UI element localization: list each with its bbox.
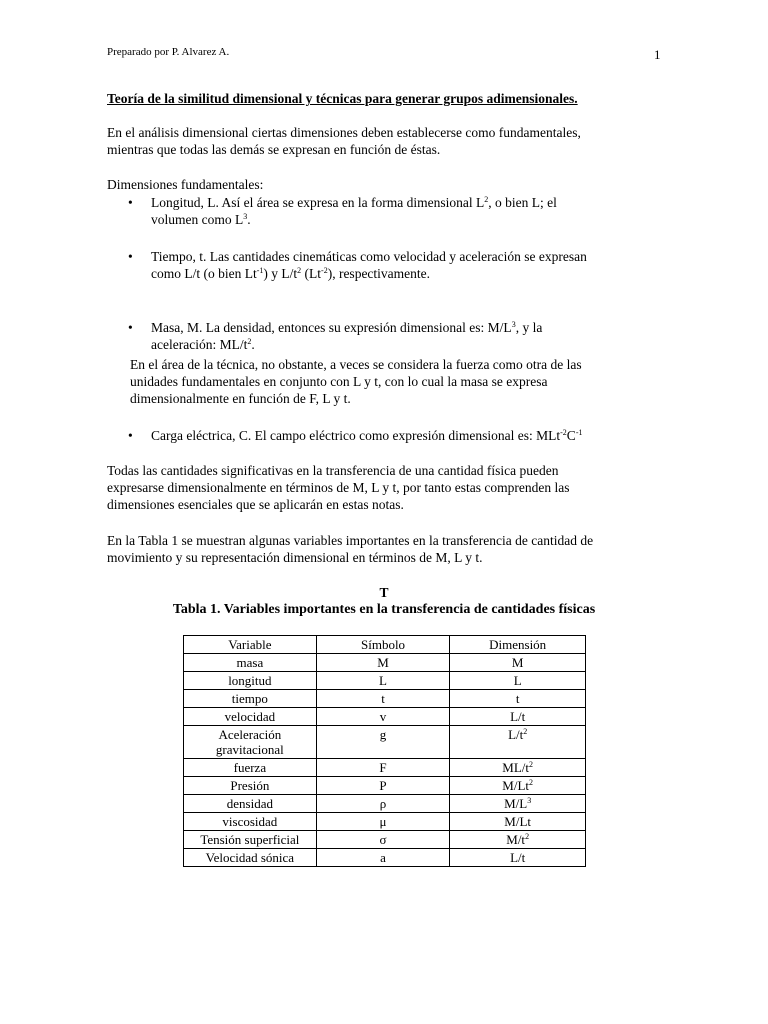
bullet-charge-text: Carga eléctrica, C. El campo eléctrico como expresión dimensional es: $MLt^{-2}C^{-1}$ bbox=[151, 428, 583, 443]
cell-symbol: M bbox=[316, 654, 450, 672]
document-title: Teoría de la similitud dimensional y técnicas para generar grupos adimensionales. bbox=[107, 91, 578, 106]
table-row bbox=[184, 777, 586, 795]
force-note bbox=[130, 356, 640, 407]
paragraph-table-intro: En la Tabla 1 se muestran algunas variables importantes en la transferencia de cantidad de movimiento y su representación dimensional en términos de M, L y t. bbox=[107, 533, 594, 565]
table-row bbox=[184, 690, 586, 708]
bullet-dot-icon: • bbox=[128, 428, 133, 443]
cell-dimension: L bbox=[450, 672, 586, 690]
intro-line-2: mientras que todas las demás se expresan en función de éstas. bbox=[107, 142, 441, 157]
page-number: 1 bbox=[654, 47, 661, 62]
cell-variable: masa bbox=[184, 654, 317, 672]
header-variable: Variable bbox=[184, 636, 317, 654]
bullet-length-text: Longitud, L. Así el área se expresa en la forma dimensional $L^2$, o bien L; el volumen como $L^3$. bbox=[151, 195, 557, 227]
cell-symbol: P bbox=[316, 777, 450, 795]
cell-dimension: $M/t^2$ bbox=[450, 831, 586, 849]
cell-dimension: M/Lt bbox=[450, 813, 586, 831]
bullet-dot-icon: • bbox=[128, 320, 133, 335]
cell-symbol: L bbox=[316, 672, 450, 690]
force-note-line-2: unidades fundamentales en conjunto con L y t, con lo cual la masa se expresa bbox=[130, 374, 548, 389]
table-caption: Tabla 1. Variables importantes en la transferencia de cantidades físicas bbox=[172, 602, 596, 617]
cell-dimension: $ML/t^2$ bbox=[450, 759, 586, 777]
cell-symbol: μ bbox=[316, 813, 450, 831]
cell-dimension: M/Lt$^2$ bbox=[450, 777, 586, 795]
cell-variable: velocidad bbox=[184, 708, 317, 726]
table-row bbox=[184, 672, 586, 690]
bullet-dot-icon: • bbox=[128, 195, 133, 210]
cell-symbol: t bbox=[316, 690, 450, 708]
cell-dimension: L/t bbox=[450, 708, 586, 726]
table-row bbox=[184, 831, 586, 849]
cell-dimension: M bbox=[450, 654, 586, 672]
bullet-time-text: Tiempo, t. Las cantidades cinemáticas como velocidad y aceleración se expresan como L/t (o bien $Lt^{-1}$) y $L/t^2$ $(Lt^{-2})$, respectivamente. bbox=[151, 249, 587, 281]
cell-variable: Velocidad sónica bbox=[184, 849, 317, 867]
table-header-row bbox=[184, 636, 586, 654]
table-row bbox=[184, 795, 586, 813]
table-row bbox=[184, 849, 586, 867]
cell-dimension: L/t bbox=[450, 849, 586, 867]
force-note-line-3: dimensionalmente en función de F, L y t. bbox=[130, 391, 351, 406]
cell-variable: fuerza bbox=[184, 759, 317, 777]
cell-variable: viscosidad bbox=[184, 813, 317, 831]
cell-symbol: σ bbox=[316, 831, 450, 849]
cell-symbol: g bbox=[316, 726, 450, 759]
table-row bbox=[184, 813, 586, 831]
force-note-line-1: En el área de la técnica, no obstante, a veces se considera la fuerza como otra de las bbox=[130, 357, 582, 372]
cell-variable: Aceleración gravitacional bbox=[184, 726, 317, 759]
table-row bbox=[184, 759, 586, 777]
table-row bbox=[184, 726, 586, 759]
variables-table bbox=[183, 635, 586, 867]
intro-paragraph bbox=[107, 124, 667, 158]
cell-symbol: v bbox=[316, 708, 450, 726]
cell-dimension: $M/L^3$ bbox=[450, 795, 586, 813]
cell-symbol: a bbox=[316, 849, 450, 867]
bullet-dot-icon: • bbox=[128, 249, 133, 264]
header-dimension: Dimensión bbox=[450, 636, 586, 654]
paragraph-all-quantities: Todas las cantidades significativas en la transferencia de una cantidad física pueden expresarse dimensionalmente en términos de M, L y t, por tanto estas comprenden las dimensiones esenciales que se aplicarán en estas notas. bbox=[107, 463, 570, 512]
cell-variable: Presión bbox=[184, 777, 317, 795]
table-row bbox=[184, 654, 586, 672]
header-author: Preparado por P. Alvarez A. bbox=[107, 46, 230, 58]
cell-variable: tiempo bbox=[184, 690, 317, 708]
intro-line-1: En el análisis dimensional ciertas dimensiones deben establecerse como fundamentales, bbox=[107, 125, 581, 140]
cell-variable: densidad bbox=[184, 795, 317, 813]
bullet-mass-text: Masa, M. La densidad, entonces su expresión dimensional es: $M/L^3$, y la aceleración: $ML/t^2$. bbox=[151, 320, 543, 352]
cell-dimension: t bbox=[450, 690, 586, 708]
table-row bbox=[184, 708, 586, 726]
stray-heading-letter: T bbox=[379, 585, 389, 600]
cell-variable: Tensión superficial bbox=[184, 831, 317, 849]
fundamentals-label: Dimensiones fundamentales: bbox=[107, 177, 264, 192]
cell-variable: longitud bbox=[184, 672, 317, 690]
cell-dimension: $L/t^2$ bbox=[450, 726, 586, 759]
cell-symbol: ρ bbox=[316, 795, 450, 813]
cell-symbol: F bbox=[316, 759, 450, 777]
header-symbol: Símbolo bbox=[316, 636, 450, 654]
